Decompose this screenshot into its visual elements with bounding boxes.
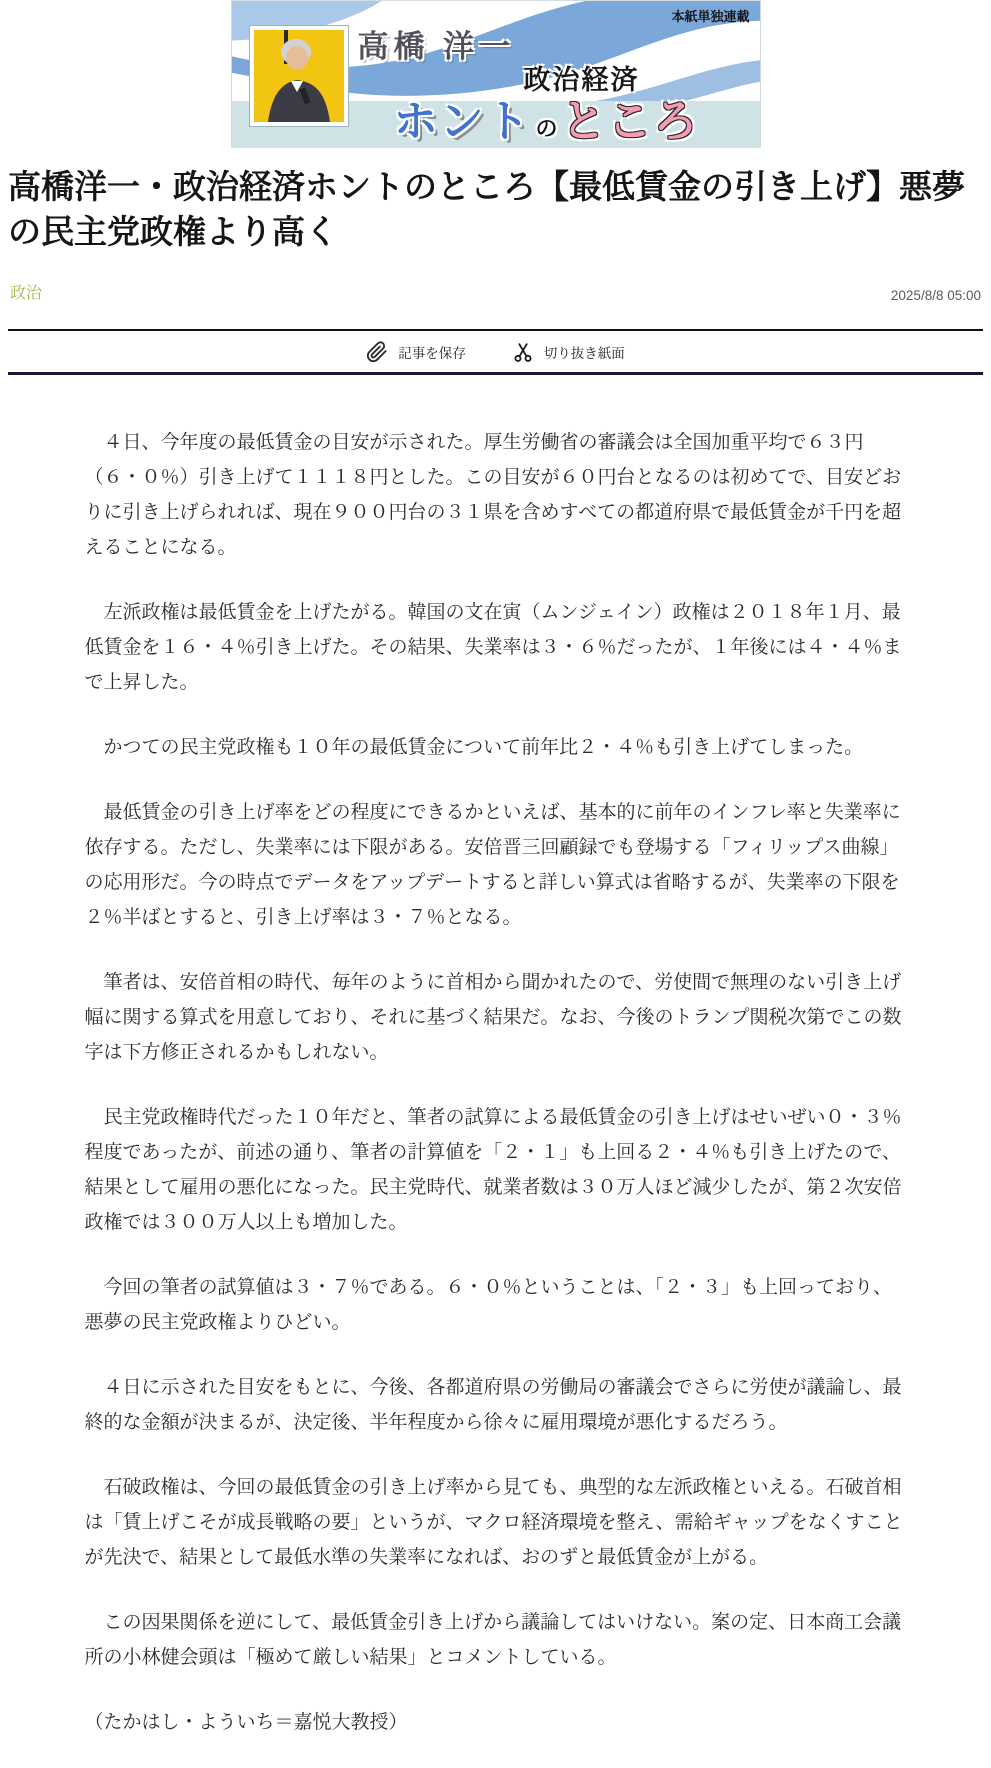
- series-title-tokoro: ところ: [561, 97, 700, 146]
- article-meta-row: [0, 280, 991, 303]
- clipping-button[interactable]: [512, 341, 625, 363]
- article-paragraph: 筆者は、安倍首相の時代、毎年のように首相から聞かれたので、労使間で無理のない引き上げ幅に関する算式を用意しており、それに基づく結果だ。なお、今後のトランプ関税次第でこの数字は下方修正されるかもしれない。: [84, 972, 902, 1063]
- article-paragraph: 左派政権は最低賃金を上げたがる。韓国の文在寅（ムンジェイン）政権は２０１８年１月、最低賃金を１６・４％引き上げた。その結果、失業率は３・６％だったが、１年後には４・４％まで上昇した。: [84, 602, 902, 693]
- publish-date: 2025/8/8 05:00: [890, 288, 981, 303]
- article-paragraph: 民主党政権時代だった１０年だと、筆者の試算による最低賃金の引き上げはせいぜい０・３％程度であったが、前述の通り、筆者の計算値を「２・１」も上回る２・４％も引き上げたので、結果として雇用の悪化になった。民主党時代、就業者数は３０万人ほど減少したが、第２次安倍政権では３００万人以上も増加した。: [84, 1107, 902, 1233]
- clipping-label: 切り抜き紙面: [543, 345, 625, 361]
- article-toolbar: [8, 329, 983, 375]
- series-banner: [231, 0, 761, 148]
- series-title-honto: ホント: [393, 97, 532, 146]
- article-paragraph: この因果関係を逆にして、最低賃金引き上げから議論してはいけない。案の定、日本商工会議所の小林健会頭は「極めて厳しい結果」とコメントしている。: [84, 1612, 902, 1668]
- save-article-label: 記事を保存: [398, 345, 466, 361]
- article-paragraph: かつての民主党政権も１０年の最低賃金について前年比２・４％も引き上げてしまった。: [84, 737, 864, 758]
- series-category-label: 政治経済: [523, 65, 640, 95]
- author-photo: [250, 26, 348, 126]
- article-paragraph: 今回の筆者の試算値は３・７％である。６・０％ということは、「２・３」も上回っており、悪夢の民主党政権よりひどい。: [84, 1277, 893, 1333]
- category-link[interactable]: 政治: [10, 285, 43, 302]
- article-paragraph author-signature: （たかはし・よういち＝嘉悦大教授）: [84, 1712, 408, 1733]
- article-body: [85, 425, 907, 1740]
- series-title-no: の: [535, 116, 558, 141]
- author-name: 高橋 洋一: [357, 29, 516, 64]
- exclusive-series-badge: 本紙単独連載: [671, 9, 750, 24]
- scissors-icon: [512, 341, 534, 363]
- paperclip-icon: [366, 341, 388, 363]
- series-title: [394, 85, 700, 148]
- author-photo-illustration: [254, 30, 344, 122]
- article-title: 高橋洋一・政治経済ホントのところ【最低賃金の引き上げ】悪夢の民主党政権より高く: [8, 168, 965, 250]
- article-paragraph: 石破政権は、今回の最低賃金の引き上げ率から見ても、典型的な左派政権といえる。石破首相は「賃上げこそが成長戦略の要」というが、マクロ経済環境を整え、需給ギャップをなくすことが先決で、結果として最低水準の失業率になれば、おのずと最低賃金が上がる。: [84, 1477, 903, 1568]
- article-paragraph: 最低賃金の引き上げ率をどの程度にできるかといえば、基本的に前年のインフレ率と失業率に依存する。ただし、失業率には下限がある。安倍晋三回顧録でも登場する「フィリップス曲線」の応用形だ。今の時点でデータをアップデートすると詳しい算式は省略するが、失業率の下限を２％半ばとすると、引き上げ率は３・７％となる。: [84, 802, 901, 928]
- article-paragraph: ４日、今年度の最低賃金の目安が示された。厚生労働省の審議会は全国加重平均で６３円（６・０％）引き上げて１１１８円とした。この目安が６０円台となるのは初めてで、目安どおりに引き上げられれば、現在９００円台の３１県を含めすべての都道府県で最低賃金が千円を超えることになる。: [84, 432, 902, 558]
- article-paragraph: ４日に示された目安をもとに、今後、各都道府県の労働局の審議会でさらに労使が議論し、最終的な金額が決まるが、決定後、半年程度から徐々に雇用環境が悪化するだろう。: [84, 1377, 902, 1433]
- save-article-button[interactable]: [366, 341, 466, 363]
